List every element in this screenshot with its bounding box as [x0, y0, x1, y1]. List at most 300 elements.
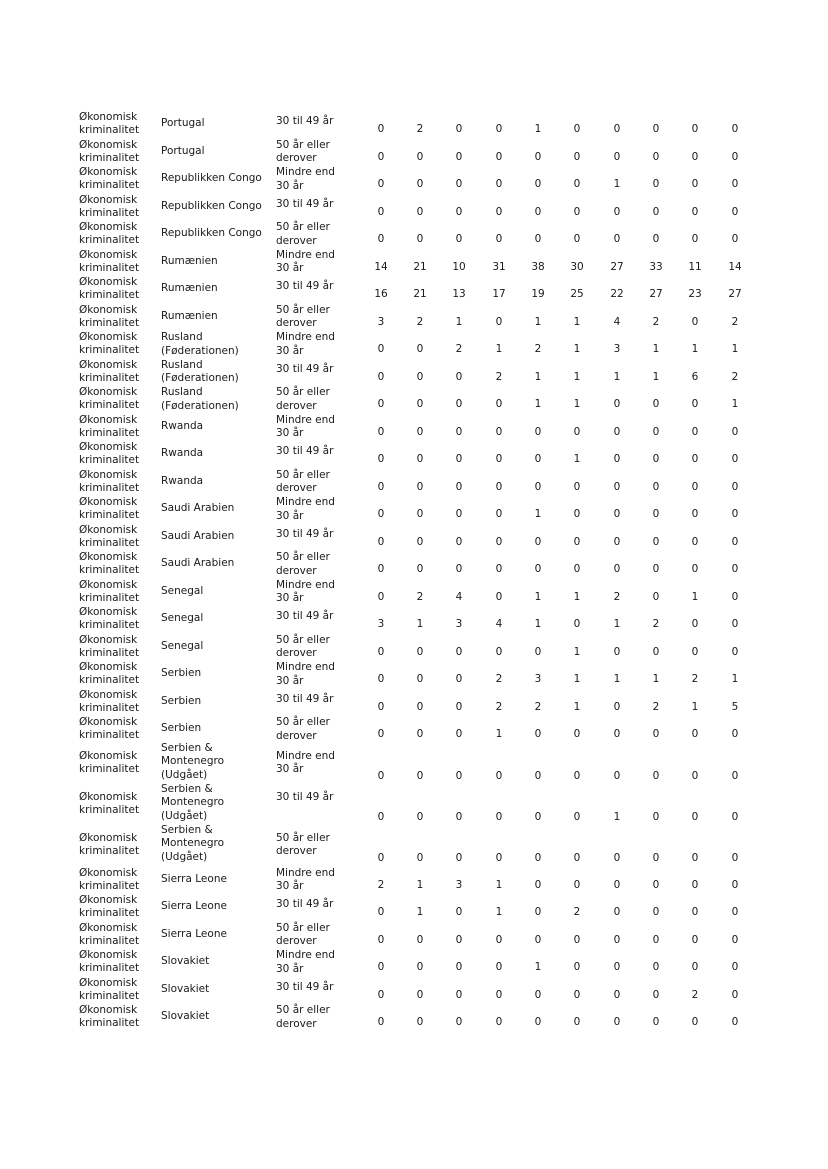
value-cell: 0	[534, 233, 542, 245]
value-cell: 1	[455, 315, 463, 328]
value-cell: 0	[377, 728, 385, 740]
value-cell: 0	[652, 480, 660, 493]
value-cell: 0	[652, 851, 660, 864]
value-cell: 0	[534, 988, 542, 1001]
value-cell: 0	[455, 233, 463, 245]
value-cell: 0	[613, 205, 621, 218]
value-cell: 0	[652, 769, 660, 782]
value-cell: 0	[731, 508, 739, 520]
age-group: 50 år eller derover	[276, 1004, 330, 1030]
value-cell: 2	[534, 343, 542, 355]
age-group: 30 til 49 år	[276, 898, 334, 910]
value-cell: 0	[613, 453, 621, 465]
value-cell: 0	[377, 205, 385, 218]
value-cell: 0	[691, 480, 699, 493]
value-cell: 0	[377, 1016, 385, 1028]
country-name: Slovakiet	[161, 982, 210, 995]
value-cell: 0	[455, 933, 463, 946]
crime-category: Økonomisk kriminalitet	[79, 523, 140, 549]
country-name: Sierra Leone	[161, 900, 227, 912]
value-cell: 0	[416, 961, 424, 973]
country-name: Senegal	[161, 584, 204, 597]
value-cell: 0	[731, 150, 739, 163]
value-cell: 0	[652, 508, 660, 520]
country-name: Portugal	[161, 117, 205, 129]
value-cell: 33	[649, 260, 663, 273]
value-cell: 0	[416, 988, 424, 1001]
value-cell: 0	[377, 769, 385, 782]
value-cell: 0	[652, 810, 660, 823]
value-cell: 0	[495, 205, 503, 218]
value-cell: 0	[652, 535, 660, 548]
value-cell: 0	[731, 618, 739, 630]
value-cell: 0	[455, 205, 463, 218]
value-cell: 1	[534, 315, 542, 328]
value-cell: 2	[416, 315, 424, 328]
country-name: Sierra Leone	[161, 927, 227, 940]
crime-category: Økonomisk kriminalitet	[79, 688, 140, 714]
value-cell: 0	[495, 563, 503, 575]
value-cell: 0	[534, 906, 542, 918]
table-row	[0, 441, 828, 469]
value-cell: 0	[455, 700, 463, 713]
crime-category: Økonomisk kriminalitet	[79, 413, 140, 439]
value-cell: 3	[534, 673, 542, 685]
value-cell: 0	[377, 988, 385, 1001]
value-cell: 27	[610, 260, 624, 273]
value-cell: 0	[416, 205, 424, 218]
value-cell: 0	[613, 123, 621, 135]
value-cell: 0	[416, 563, 424, 575]
value-cell: 0	[495, 480, 503, 493]
value-cell: 0	[534, 480, 542, 493]
country-name: Saudi Arabien	[161, 529, 235, 542]
value-cell: 1	[534, 961, 542, 973]
value-cell: 0	[652, 1016, 660, 1028]
value-cell: 0	[416, 535, 424, 548]
value-cell: 0	[416, 810, 424, 823]
table-row	[0, 414, 828, 442]
crime-category: Økonomisk kriminalitet	[79, 111, 140, 136]
age-group: 50 år eller derover	[276, 633, 330, 660]
crime-category: Økonomisk kriminalitet	[79, 248, 140, 274]
crime-category: Økonomisk kriminalitet	[79, 790, 140, 816]
value-cell: 0	[652, 590, 660, 603]
crime-category: Økonomisk kriminalitet	[79, 386, 140, 411]
value-cell: 3	[377, 618, 385, 630]
value-cell: 0	[455, 563, 463, 575]
value-cell: 0	[377, 700, 385, 713]
age-group: Mindre end 30 år	[276, 866, 335, 893]
table-row	[0, 524, 828, 552]
value-cell: 0	[416, 150, 424, 163]
value-cell: 1	[613, 178, 621, 190]
value-cell: 0	[613, 480, 621, 493]
value-cell: 0	[377, 178, 385, 190]
value-cell: 0	[534, 810, 542, 823]
value-cell: 0	[691, 535, 699, 548]
value-cell: 0	[691, 150, 699, 163]
age-group: 50 år eller derover	[276, 468, 330, 495]
value-cell: 17	[492, 288, 506, 300]
value-cell: 0	[731, 178, 739, 190]
age-group: 50 år eller derover	[276, 303, 330, 330]
value-cell: 0	[416, 1016, 424, 1028]
value-cell: 11	[688, 260, 702, 273]
crime-category: Økonomisk kriminalitet	[79, 749, 140, 775]
value-cell: 0	[377, 480, 385, 493]
value-cell: 0	[613, 851, 621, 864]
value-cell: 1	[613, 370, 621, 383]
value-cell: 0	[691, 645, 699, 658]
value-cell: 0	[731, 480, 739, 493]
value-cell: 0	[573, 618, 581, 630]
value-cell: 0	[691, 205, 699, 218]
value-cell: 1	[495, 906, 503, 918]
value-cell: 0	[731, 205, 739, 218]
value-cell: 0	[455, 810, 463, 823]
age-group: 30 til 49 år	[276, 115, 334, 127]
crime-category: Økonomisk kriminalitet	[79, 578, 140, 604]
value-cell: 0	[455, 906, 463, 918]
value-cell: 1	[573, 645, 581, 658]
value-cell: 0	[613, 150, 621, 163]
value-cell: 0	[573, 851, 581, 864]
value-cell: 0	[495, 1016, 503, 1028]
crime-category: Økonomisk kriminalitet	[79, 949, 140, 974]
value-cell: 1	[495, 728, 503, 740]
value-cell: 0	[691, 878, 699, 891]
value-cell: 0	[573, 1016, 581, 1028]
value-cell: 0	[652, 205, 660, 218]
value-cell: 0	[691, 618, 699, 630]
value-cell: 0	[455, 178, 463, 190]
value-cell: 0	[652, 933, 660, 946]
value-cell: 0	[731, 988, 739, 1001]
country-name: Rumænien	[161, 282, 218, 294]
value-cell: 0	[416, 370, 424, 383]
value-cell: 30	[570, 260, 584, 273]
value-cell: 38	[531, 260, 545, 273]
value-cell: 0	[652, 563, 660, 575]
table-row	[0, 977, 828, 1005]
value-cell: 0	[613, 563, 621, 575]
value-cell: 0	[377, 150, 385, 163]
value-cell: 0	[455, 150, 463, 163]
value-cell: 0	[534, 933, 542, 946]
value-cell: 1	[613, 618, 621, 630]
value-cell: 0	[377, 645, 385, 658]
value-cell: 0	[652, 906, 660, 918]
value-cell: 0	[573, 150, 581, 163]
value-cell: 2	[691, 988, 699, 1001]
table-row	[0, 716, 828, 744]
age-group: 30 til 49 år	[276, 280, 334, 292]
value-cell: 0	[455, 961, 463, 973]
value-cell: 0	[416, 673, 424, 685]
value-cell: 0	[377, 123, 385, 135]
value-cell: 1	[731, 398, 739, 410]
value-cell: 0	[455, 769, 463, 782]
crime-category: Økonomisk kriminalitet	[79, 633, 140, 659]
value-cell: 0	[573, 728, 581, 740]
age-group: 50 år eller derover	[276, 221, 330, 247]
value-cell: 0	[691, 1016, 699, 1028]
value-cell: 2	[455, 343, 463, 355]
crime-category: Økonomisk kriminalitet	[79, 166, 140, 191]
country-name: Portugal	[161, 144, 205, 157]
value-cell: 25	[570, 288, 584, 300]
age-group: Mindre end 30 år	[276, 248, 335, 275]
value-cell: 0	[613, 728, 621, 740]
value-cell: 3	[613, 343, 621, 355]
value-cell: 0	[613, 1016, 621, 1028]
value-cell: 1	[534, 123, 542, 135]
value-cell: 0	[691, 906, 699, 918]
value-cell: 2	[652, 700, 660, 713]
value-cell: 0	[416, 480, 424, 493]
table-row	[0, 551, 828, 579]
age-group: 50 år eller derover	[276, 386, 330, 412]
value-cell: 10	[452, 260, 466, 273]
value-cell: 4	[495, 618, 503, 630]
value-cell: 0	[573, 933, 581, 946]
value-cell: 0	[691, 728, 699, 740]
value-cell: 0	[416, 425, 424, 438]
value-cell: 6	[691, 370, 699, 383]
value-cell: 0	[455, 535, 463, 548]
value-cell: 0	[613, 906, 621, 918]
value-cell: 0	[731, 590, 739, 603]
value-cell: 0	[495, 178, 503, 190]
value-cell: 0	[455, 425, 463, 438]
value-cell: 2	[377, 878, 385, 891]
value-cell: 0	[377, 370, 385, 383]
crime-category: Økonomisk kriminalitet	[79, 303, 140, 329]
value-cell: 0	[652, 233, 660, 245]
value-cell: 0	[731, 425, 739, 438]
value-cell: 2	[495, 370, 503, 383]
value-cell: 0	[377, 343, 385, 355]
table-row	[0, 386, 828, 414]
value-cell: 0	[377, 851, 385, 864]
value-cell: 0	[416, 933, 424, 946]
value-cell: 2	[613, 590, 621, 603]
country-name: Saudi Arabien	[161, 557, 235, 569]
value-cell: 1	[691, 700, 699, 713]
value-cell: 0	[613, 398, 621, 410]
value-cell: 2	[652, 315, 660, 328]
value-cell: 0	[495, 233, 503, 245]
value-cell: 0	[534, 645, 542, 658]
country-name: Serbien	[161, 667, 202, 679]
value-cell: 0	[416, 508, 424, 520]
value-cell: 0	[613, 535, 621, 548]
value-cell: 0	[534, 178, 542, 190]
crime-category: Økonomisk kriminalitet	[79, 358, 140, 384]
value-cell: 0	[495, 645, 503, 658]
age-group: 50 år eller derover	[276, 138, 330, 165]
country-name: Slovakiet	[161, 955, 210, 967]
country-name: Senegal	[161, 639, 204, 652]
value-cell: 0	[652, 961, 660, 973]
value-cell: 0	[652, 425, 660, 438]
value-cell: 1	[691, 590, 699, 603]
value-cell: 2	[416, 123, 424, 135]
age-group: Mindre end 30 år	[276, 496, 335, 522]
value-cell: 0	[495, 150, 503, 163]
age-group: 30 til 49 år	[276, 980, 334, 993]
country-name: Republikken Congo	[161, 172, 262, 184]
value-cell: 5	[731, 700, 739, 713]
value-cell: 0	[495, 425, 503, 438]
value-cell: 0	[573, 988, 581, 1001]
crime-category: Økonomisk kriminalitet	[79, 496, 140, 521]
age-group: 30 til 49 år	[276, 527, 334, 540]
value-cell: 0	[731, 233, 739, 245]
value-cell: 0	[613, 645, 621, 658]
value-cell: 0	[613, 988, 621, 1001]
value-cell: 0	[377, 563, 385, 575]
crime-category: Økonomisk kriminalitet	[79, 716, 140, 741]
value-cell: 0	[652, 988, 660, 1001]
age-group: 30 til 49 år	[276, 692, 334, 705]
value-cell: 0	[377, 233, 385, 245]
value-cell: 1	[416, 618, 424, 630]
value-cell: 0	[416, 700, 424, 713]
value-cell: 0	[691, 425, 699, 438]
table-row	[0, 496, 828, 524]
value-cell: 0	[534, 769, 542, 782]
value-cell: 0	[377, 906, 385, 918]
crime-category: Økonomisk kriminalitet	[79, 193, 140, 219]
value-cell: 1	[573, 398, 581, 410]
value-cell: 4	[613, 315, 621, 328]
value-cell: 2	[534, 700, 542, 713]
value-cell: 1	[691, 343, 699, 355]
value-cell: 0	[573, 205, 581, 218]
value-cell: 1	[534, 590, 542, 603]
value-cell: 0	[534, 1016, 542, 1028]
value-cell: 0	[416, 645, 424, 658]
value-cell: 0	[573, 123, 581, 135]
value-cell: 0	[613, 933, 621, 946]
value-cell: 1	[652, 673, 660, 685]
value-cell: 0	[573, 480, 581, 493]
value-cell: 14	[728, 260, 742, 273]
crime-category: Økonomisk kriminalitet	[79, 468, 140, 494]
value-cell: 0	[416, 453, 424, 465]
value-cell: 1	[652, 343, 660, 355]
value-cell: 0	[534, 425, 542, 438]
value-cell: 22	[610, 288, 624, 300]
crime-category: Økonomisk kriminalitet	[79, 894, 140, 919]
value-cell: 0	[691, 398, 699, 410]
value-cell: 0	[495, 851, 503, 864]
value-cell: 3	[455, 878, 463, 891]
value-cell: 2	[495, 700, 503, 713]
value-cell: 0	[573, 563, 581, 575]
value-cell: 31	[492, 260, 506, 273]
value-cell: 0	[377, 810, 385, 823]
table-row	[0, 661, 828, 689]
age-group: Mindre end 30 år	[276, 578, 335, 605]
value-cell: 0	[731, 878, 739, 891]
value-cell: 0	[691, 933, 699, 946]
value-cell: 0	[377, 535, 385, 548]
crime-category: Økonomisk kriminalitet	[79, 441, 140, 466]
value-cell: 0	[573, 508, 581, 520]
value-cell: 2	[495, 673, 503, 685]
table-row	[0, 634, 828, 662]
country-name: Rwanda	[161, 419, 204, 432]
value-cell: 1	[534, 370, 542, 383]
country-name: Rusland (Føderationen)	[161, 386, 239, 412]
value-cell: 2	[731, 370, 739, 383]
table-row	[0, 331, 828, 359]
value-cell: 0	[691, 508, 699, 520]
value-cell: 0	[652, 645, 660, 658]
value-cell: 1	[573, 315, 581, 328]
value-cell: 0	[416, 728, 424, 740]
value-cell: 0	[455, 123, 463, 135]
value-cell: 27	[728, 288, 742, 300]
value-cell: 2	[416, 590, 424, 603]
value-cell: 0	[455, 851, 463, 864]
value-cell: 3	[455, 618, 463, 630]
country-name: Slovakiet	[161, 1010, 210, 1022]
value-cell: 0	[377, 961, 385, 973]
value-cell: 0	[652, 398, 660, 410]
value-cell: 1	[613, 673, 621, 685]
value-cell: 2	[731, 315, 739, 328]
value-cell: 0	[416, 769, 424, 782]
crime-category: Økonomisk kriminalitet	[79, 976, 140, 1002]
value-cell: 0	[495, 961, 503, 973]
crime-category: Økonomisk kriminalitet	[79, 221, 140, 246]
value-cell: 4	[455, 590, 463, 603]
value-cell: 0	[731, 1016, 739, 1028]
value-cell: 0	[573, 233, 581, 245]
crime-category: Økonomisk kriminalitet	[79, 276, 140, 301]
value-cell: 0	[455, 398, 463, 410]
value-cell: 1	[495, 343, 503, 355]
table-row	[0, 276, 828, 304]
table-row	[0, 741, 828, 785]
value-cell: 0	[652, 123, 660, 135]
value-cell: 0	[455, 508, 463, 520]
country-name: Rusland (Føderationen)	[161, 331, 239, 357]
country-name: Rwanda	[161, 474, 204, 487]
table-row	[0, 221, 828, 249]
value-cell: 0	[573, 810, 581, 823]
crime-category: Økonomisk kriminalitet	[79, 1004, 140, 1029]
crime-category: Økonomisk kriminalitet	[79, 831, 140, 857]
value-cell: 0	[573, 769, 581, 782]
value-cell: 0	[691, 178, 699, 190]
value-cell: 1	[573, 370, 581, 383]
value-cell: 19	[531, 288, 545, 300]
value-cell: 0	[613, 769, 621, 782]
value-cell: 0	[455, 673, 463, 685]
value-cell: 23	[688, 288, 702, 300]
value-cell: 2	[573, 906, 581, 918]
table-row	[0, 469, 828, 497]
country-name: Serbien & Montenegro (Udgået)	[161, 741, 225, 781]
table-row	[0, 606, 828, 634]
value-cell: 2	[691, 673, 699, 685]
value-cell: 1	[534, 618, 542, 630]
